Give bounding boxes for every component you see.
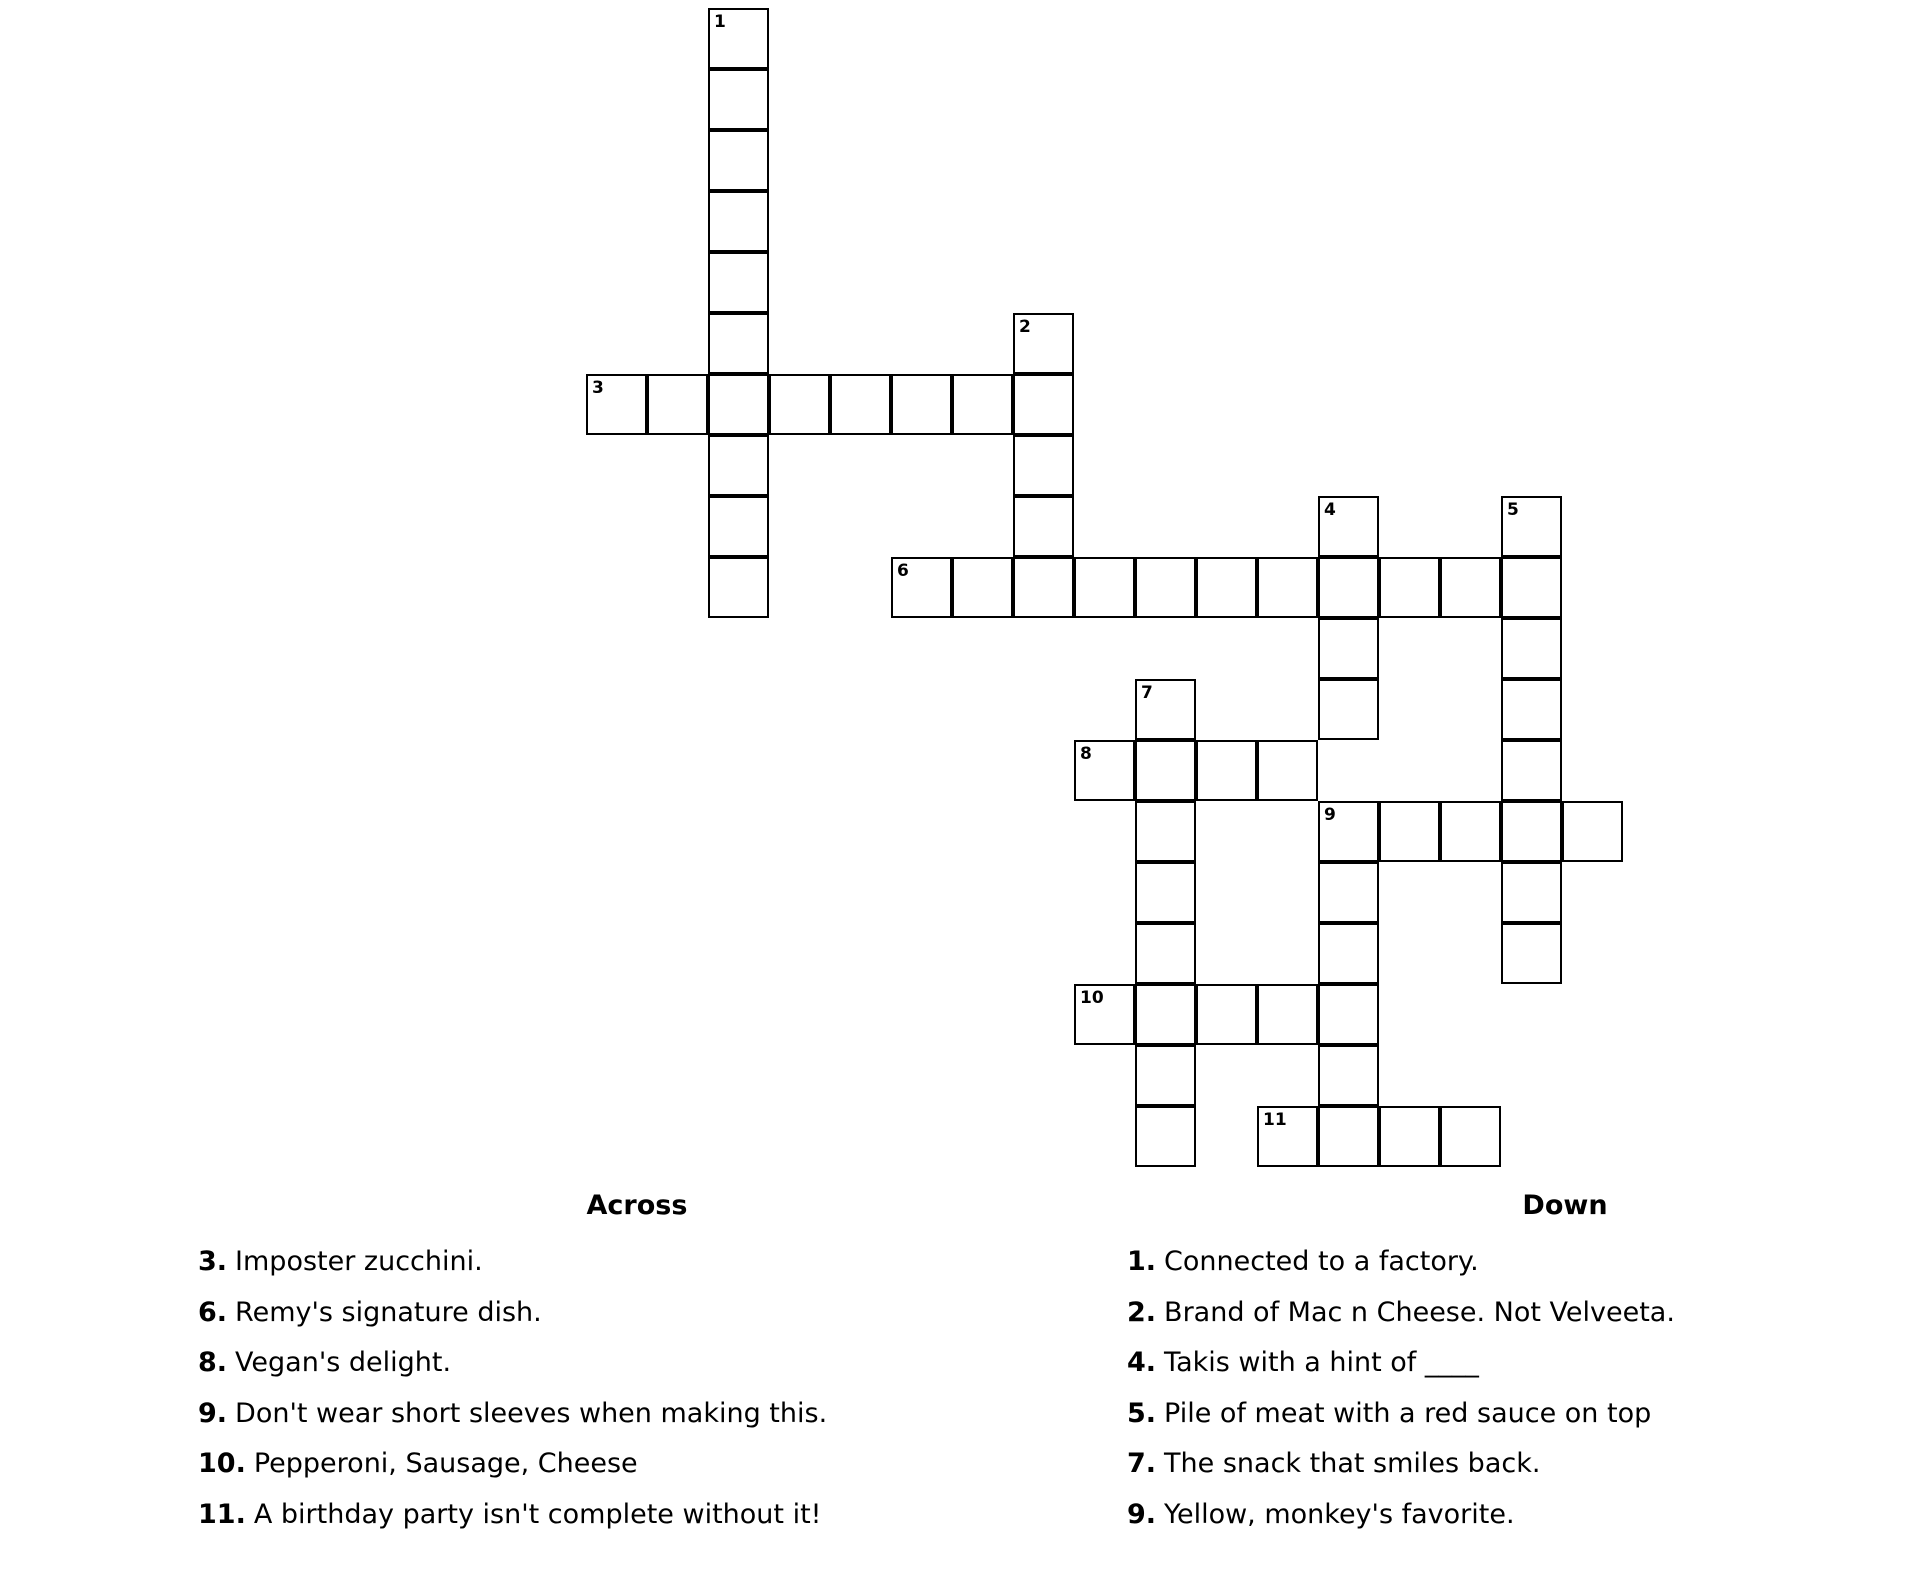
across-clue <box>198 1338 827 1389</box>
grid-cell[interactable] <box>891 557 952 618</box>
clue-number: 9. <box>198 1397 228 1429</box>
cell-number: 10 <box>1080 988 1104 1008</box>
grid-cell[interactable] <box>1135 801 1196 862</box>
grid-cell[interactable] <box>708 374 769 435</box>
grid-cell[interactable] <box>1013 374 1074 435</box>
grid-cell[interactable] <box>1440 557 1501 618</box>
grid-cell[interactable] <box>952 374 1013 435</box>
grid-cell[interactable] <box>1501 496 1562 557</box>
grid-cell[interactable] <box>1074 984 1135 1045</box>
down-clue <box>1127 1237 1675 1288</box>
grid-cell[interactable] <box>1135 740 1196 801</box>
clue-text: The snack that smiles back. <box>1164 1448 1541 1479</box>
clue-text: Remy's signature dish. <box>235 1296 542 1328</box>
grid-cell[interactable] <box>1257 740 1318 801</box>
grid-cell[interactable] <box>1318 1045 1379 1106</box>
grid-cell[interactable] <box>1440 801 1501 862</box>
across-clue <box>198 1389 827 1440</box>
grid-cell[interactable] <box>1318 923 1379 984</box>
grid-cell[interactable] <box>1013 557 1074 618</box>
grid-cell[interactable] <box>1440 1106 1501 1167</box>
down-clue <box>1127 1490 1675 1541</box>
grid-cell[interactable] <box>1135 557 1196 618</box>
grid-cell[interactable] <box>1135 862 1196 923</box>
grid-cell[interactable] <box>708 557 769 618</box>
grid-cell[interactable] <box>708 435 769 496</box>
grid-cell[interactable] <box>708 69 769 130</box>
clue-text: Yellow, monkey's favorite. <box>1164 1498 1515 1530</box>
clue-number: 8. <box>198 1347 228 1378</box>
clue-number: 6. <box>198 1296 228 1328</box>
grid-cell[interactable] <box>1196 557 1257 618</box>
clue-text: Don't wear short sleeves when making this. <box>235 1397 828 1429</box>
clue-text: Vegan's delight. <box>235 1347 452 1378</box>
down-clue <box>1127 1439 1675 1490</box>
down-heading: Down <box>1522 1190 1608 1221</box>
grid-cell[interactable] <box>1379 1106 1440 1167</box>
clue-number: 1. <box>1127 1246 1157 1277</box>
down-clue-list <box>1127 1237 1675 1540</box>
across-clue <box>198 1490 827 1541</box>
grid-cell[interactable] <box>1257 557 1318 618</box>
grid-cell[interactable] <box>1562 801 1623 862</box>
down-clue <box>1127 1338 1675 1389</box>
cell-number: 3 <box>592 378 604 398</box>
cell-number: 6 <box>897 561 909 581</box>
grid-cell[interactable] <box>1257 1106 1318 1167</box>
down-clue <box>1127 1288 1675 1339</box>
across-clue-list <box>198 1237 827 1540</box>
clue-text: Connected to a factory. <box>1164 1246 1479 1277</box>
grid-cell[interactable] <box>1074 740 1135 801</box>
clue-number: 11. <box>198 1498 246 1530</box>
grid-cell[interactable] <box>1074 557 1135 618</box>
grid-cell[interactable] <box>1318 557 1379 618</box>
grid-cell[interactable] <box>1501 618 1562 679</box>
grid-cell[interactable] <box>1318 1106 1379 1167</box>
grid-cell[interactable] <box>830 374 891 435</box>
grid-cell[interactable] <box>769 374 830 435</box>
grid-cell[interactable] <box>1318 984 1379 1045</box>
grid-cell[interactable] <box>1013 313 1074 374</box>
grid-cell[interactable] <box>647 374 708 435</box>
cell-number: 7 <box>1141 683 1153 703</box>
down-clue <box>1127 1389 1675 1440</box>
cell-number: 2 <box>1019 317 1031 337</box>
grid-cell[interactable] <box>1318 618 1379 679</box>
grid-cell[interactable] <box>1501 801 1562 862</box>
clue-number: 5. <box>1127 1397 1157 1429</box>
grid-cell[interactable] <box>1501 740 1562 801</box>
grid-cell[interactable] <box>1196 740 1257 801</box>
grid-cell[interactable] <box>1135 1106 1196 1167</box>
grid-cell[interactable] <box>586 374 647 435</box>
grid-cell[interactable] <box>952 557 1013 618</box>
grid-cell[interactable] <box>708 313 769 374</box>
cell-number: 1 <box>714 12 726 32</box>
grid-cell[interactable] <box>1501 679 1562 740</box>
grid-cell[interactable] <box>1318 496 1379 557</box>
clue-text: Pile of meat with a red sauce on top <box>1164 1397 1652 1429</box>
grid-cell[interactable] <box>708 252 769 313</box>
cell-number: 5 <box>1507 500 1519 520</box>
grid-cell[interactable] <box>1501 557 1562 618</box>
across-heading: Across <box>586 1190 688 1221</box>
grid-cell[interactable] <box>891 374 952 435</box>
cell-number: 8 <box>1080 744 1092 764</box>
grid-cell[interactable] <box>1135 1045 1196 1106</box>
grid-cell[interactable] <box>1257 984 1318 1045</box>
grid-cell[interactable] <box>1318 801 1379 862</box>
grid-cell[interactable] <box>1379 801 1440 862</box>
grid-cell[interactable] <box>1135 984 1196 1045</box>
cell-number: 4 <box>1324 500 1336 520</box>
grid-cell[interactable] <box>1013 496 1074 557</box>
clue-number: 4. <box>1127 1347 1157 1378</box>
grid-cell[interactable] <box>708 130 769 191</box>
grid-cell[interactable] <box>1318 679 1379 740</box>
grid-cell[interactable] <box>1501 923 1562 984</box>
across-clue <box>198 1288 827 1339</box>
grid-cell[interactable] <box>1318 862 1379 923</box>
grid-cell[interactable] <box>708 496 769 557</box>
clue-number: 7. <box>1127 1448 1157 1479</box>
grid-cell[interactable] <box>708 191 769 252</box>
across-clue <box>198 1439 827 1490</box>
clue-text: A birthday party isn't complete without it! <box>253 1498 822 1530</box>
cell-number: 9 <box>1324 805 1336 825</box>
grid-cell[interactable] <box>1135 679 1196 740</box>
grid-cell[interactable] <box>1013 435 1074 496</box>
grid-cell[interactable] <box>708 8 769 69</box>
grid-cell[interactable] <box>1501 862 1562 923</box>
clue-number: 10. <box>198 1448 246 1479</box>
clue-text: Pepperoni, Sausage, Cheese <box>253 1448 638 1479</box>
grid-cell[interactable] <box>1196 984 1257 1045</box>
grid-cell[interactable] <box>1379 557 1440 618</box>
grid-cell[interactable] <box>1135 923 1196 984</box>
clue-text: Imposter zucchini. <box>235 1246 483 1277</box>
clue-number: 3. <box>198 1246 228 1277</box>
across-clue <box>198 1237 827 1288</box>
cell-number: 11 <box>1263 1110 1287 1130</box>
clue-text: Brand of Mac n Cheese. Not Velveeta. <box>1164 1296 1675 1328</box>
clue-number: 9. <box>1127 1498 1157 1530</box>
clue-text: Takis with a hint of ____ <box>1164 1347 1479 1378</box>
clue-number: 2. <box>1127 1296 1157 1328</box>
